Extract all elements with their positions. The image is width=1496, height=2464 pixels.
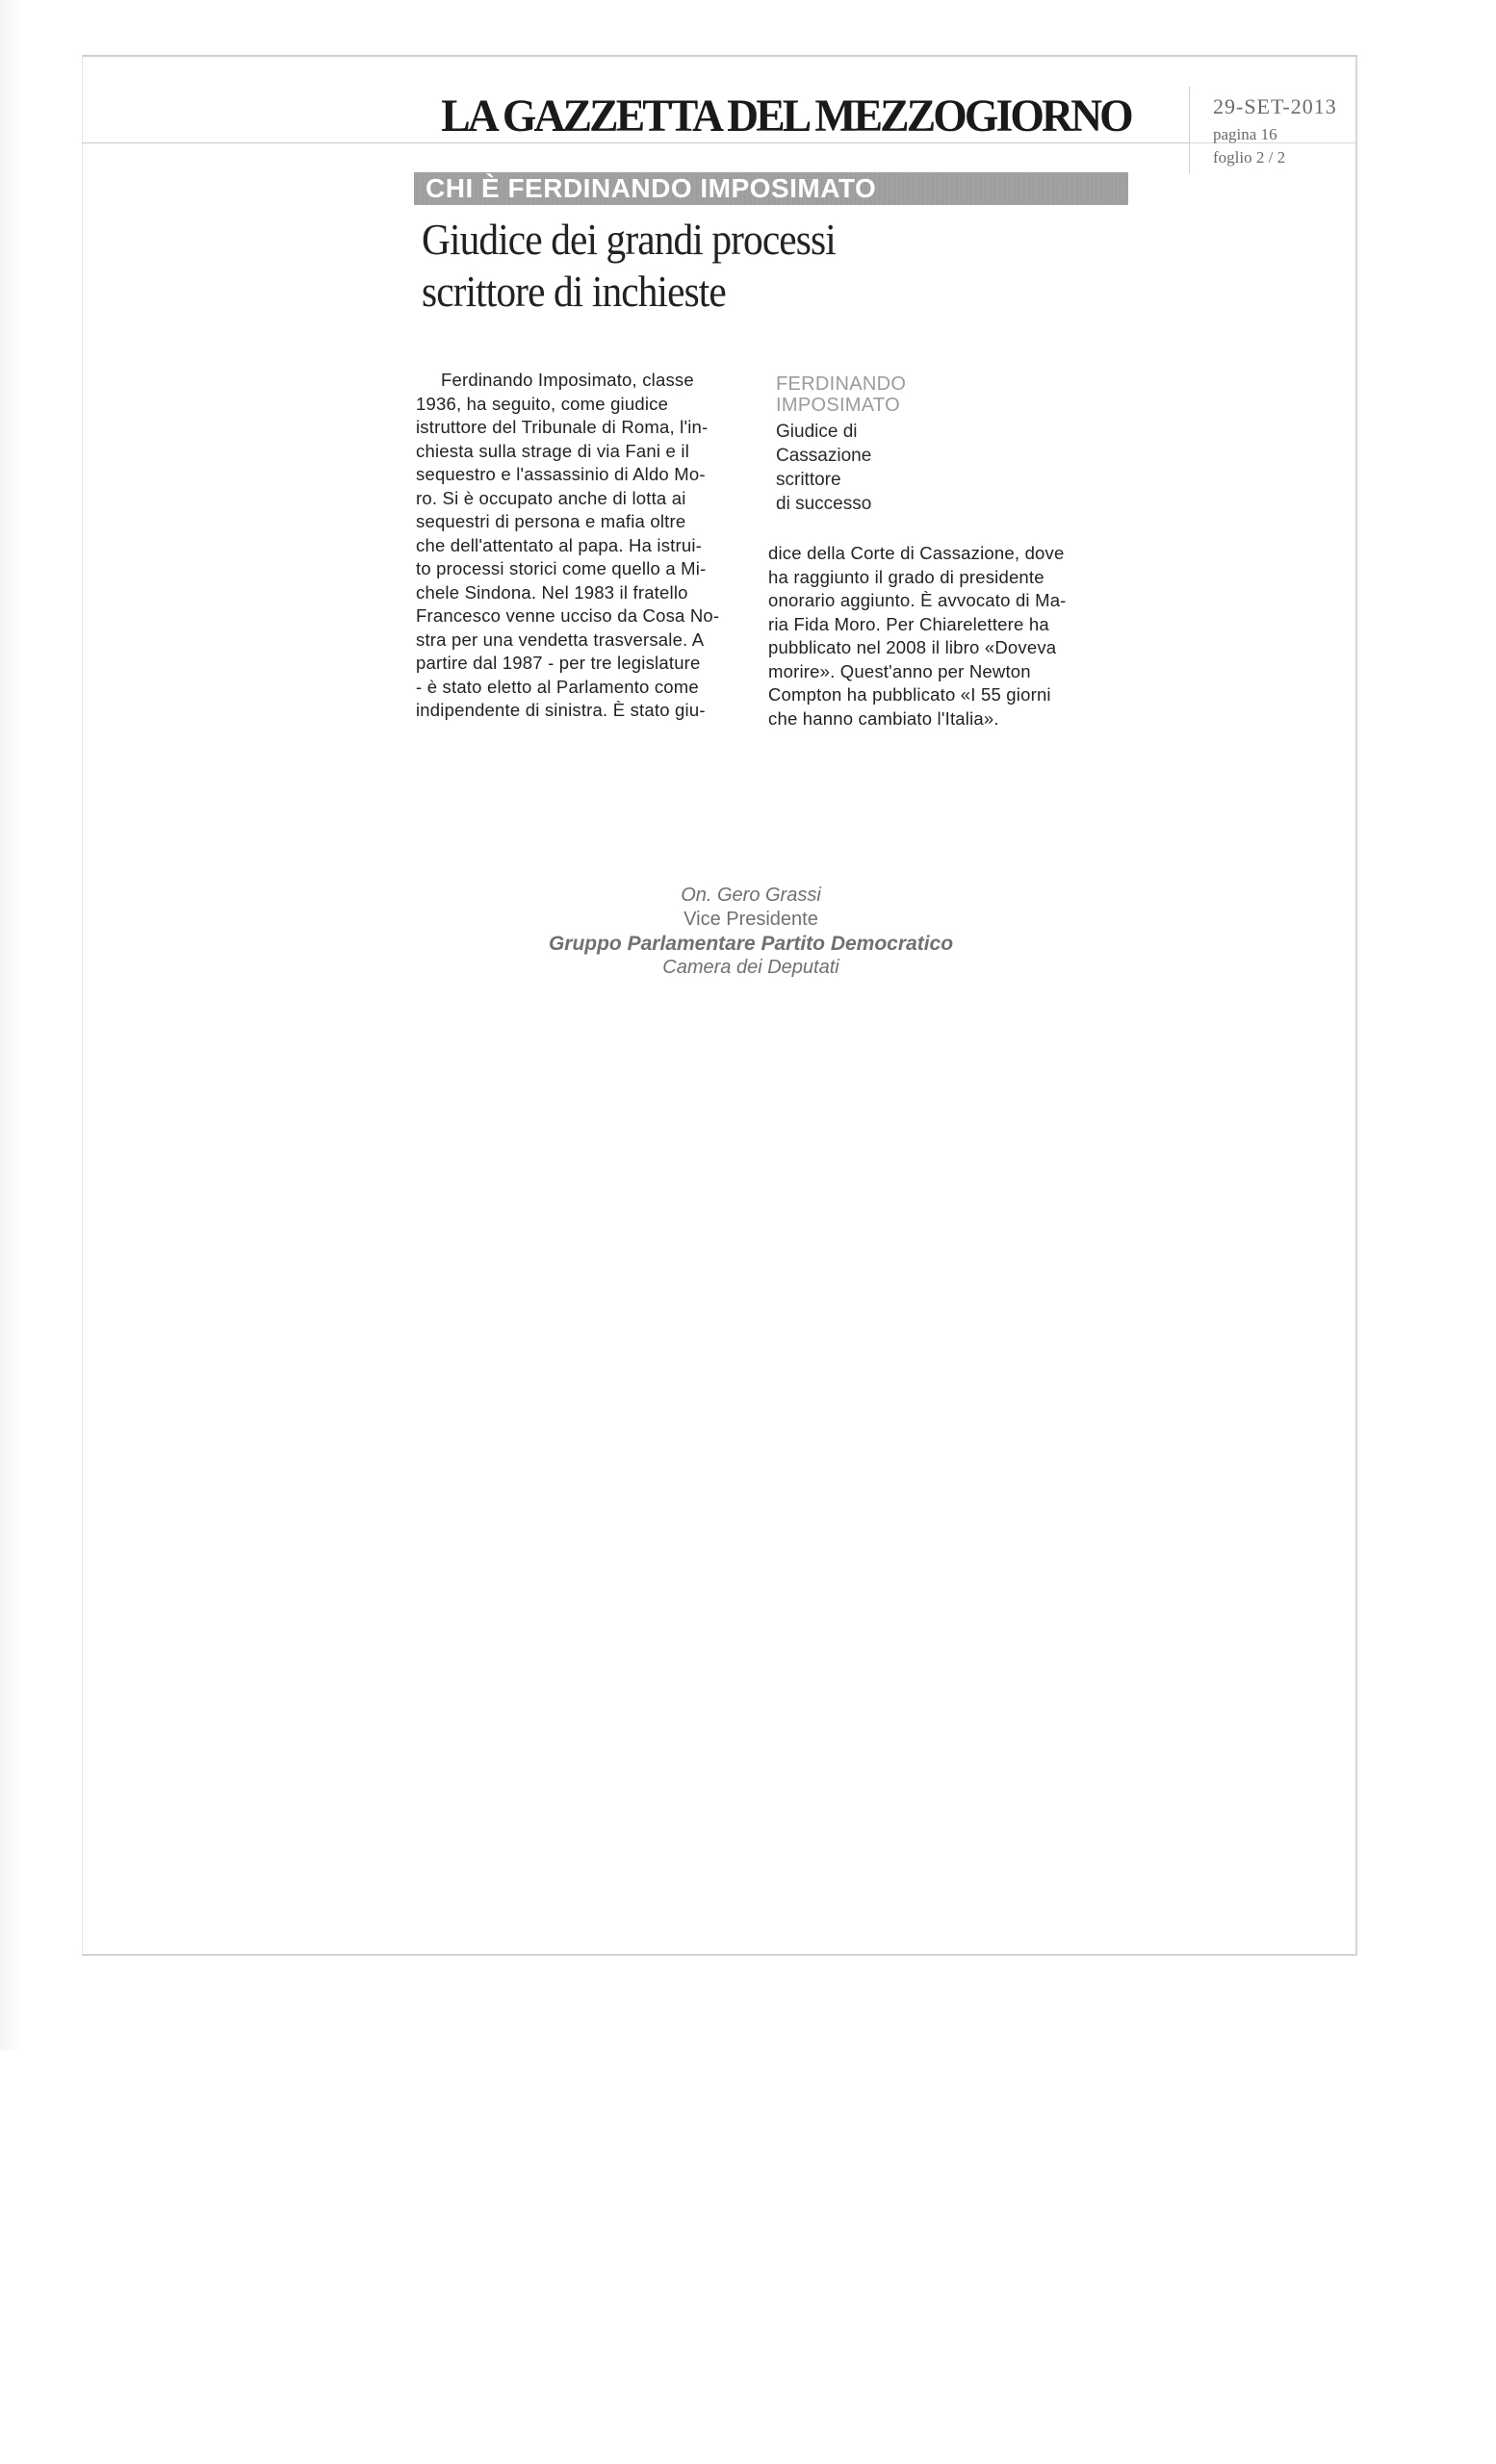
- newspaper-masthead: LA GAZZETTA DEL MEZZOGIORNO: [441, 90, 1131, 141]
- text-line: ro. Si è occupato anche di lotta ai: [416, 487, 686, 508]
- profile-sidebar: [776, 373, 968, 516]
- scan-edge-shadow: [0, 0, 21, 2050]
- caption-line: Cassazione: [776, 446, 872, 466]
- article-column-right: [768, 542, 1105, 731]
- text-line: chele Sindona. Nel 1983 il fratello: [416, 581, 688, 603]
- text-line: stra per una vendetta trasversale. A: [416, 629, 705, 650]
- text-line: partire dal 1987 - per tre legislature: [416, 653, 701, 673]
- headline-line: Giudice dei grandi processi: [422, 215, 836, 264]
- text-line: che dell'attentato al papa. Ha istrui-: [416, 534, 703, 555]
- text-line: sequestro e l'assassinio di Aldo Mo-: [416, 464, 706, 484]
- clipping-frame: [82, 55, 1357, 1956]
- caption-line: di successo: [776, 494, 872, 514]
- text-line: istruttore del Tribunale di Roma, l'in-: [416, 417, 709, 437]
- sidebar-name: IMPOSIMATO: [776, 395, 900, 416]
- text-line: onorario aggiunto. È avvocato di Ma-: [768, 590, 1067, 610]
- caption-line: Giudice di: [776, 422, 858, 442]
- text-line: pubblicato nel 2008 il libro «Doveva: [768, 637, 1057, 657]
- text-line: sequestri di persona e mafia oltre: [416, 511, 686, 531]
- section-label: CHI È FERDINANDO IMPOSIMATO: [426, 173, 877, 203]
- article-headline: [422, 214, 941, 318]
- stamp-name: On. Gero Grassi: [681, 885, 821, 906]
- clipping-meta: [1189, 87, 1358, 173]
- sidebar-name: FERDINANDO: [776, 373, 907, 395]
- clipping-sheet: foglio 2 / 2: [1213, 148, 1286, 167]
- text-line: - è stato eletto al Parlamento come: [416, 676, 699, 697]
- stamp-house: Camera dei Deputati: [662, 957, 839, 978]
- text-line: Compton ha pubblicato «I 55 giorni: [768, 684, 1051, 705]
- headline-line: scrittore di inchieste: [422, 267, 726, 316]
- sidebar-caption: [776, 420, 968, 516]
- section-band: [414, 172, 1128, 205]
- text-line: morire». Quest'anno per Newton: [768, 660, 1031, 681]
- article-column-left: [416, 369, 748, 723]
- text-line: 1936, ha seguito, come giudice: [416, 393, 669, 414]
- clipping-date: 29-SET-2013: [1213, 94, 1337, 118]
- text-line: che hanno cambiato l'Italia».: [768, 707, 999, 729]
- caption-line: scrittore: [776, 470, 841, 490]
- text-line: ha raggiunto il grado di presidente: [768, 566, 1045, 587]
- text-line: Francesco venne ucciso da Cosa No-: [416, 605, 720, 626]
- text-line: chiesta sulla strage di via Fani e il: [416, 440, 690, 461]
- text-line: Ferdinando Imposimato, classe: [441, 370, 694, 390]
- text-line: to processi storici come quello a Mi-: [416, 558, 707, 578]
- stamp-group: Gruppo Parlamentare Partito Democratico: [548, 933, 954, 955]
- text-line: ria Fida Moro. Per Chiarelettere ha: [768, 613, 1049, 634]
- text-line: dice della Corte di Cassazione, dove: [768, 543, 1065, 563]
- text-line: indipendente di sinistra. È stato giu-: [416, 700, 706, 720]
- deputy-stamp: [520, 884, 982, 980]
- header-divider: [82, 142, 1189, 143]
- clipping-page: pagina 16: [1213, 125, 1277, 143]
- stamp-role: Vice Presidente: [684, 909, 818, 930]
